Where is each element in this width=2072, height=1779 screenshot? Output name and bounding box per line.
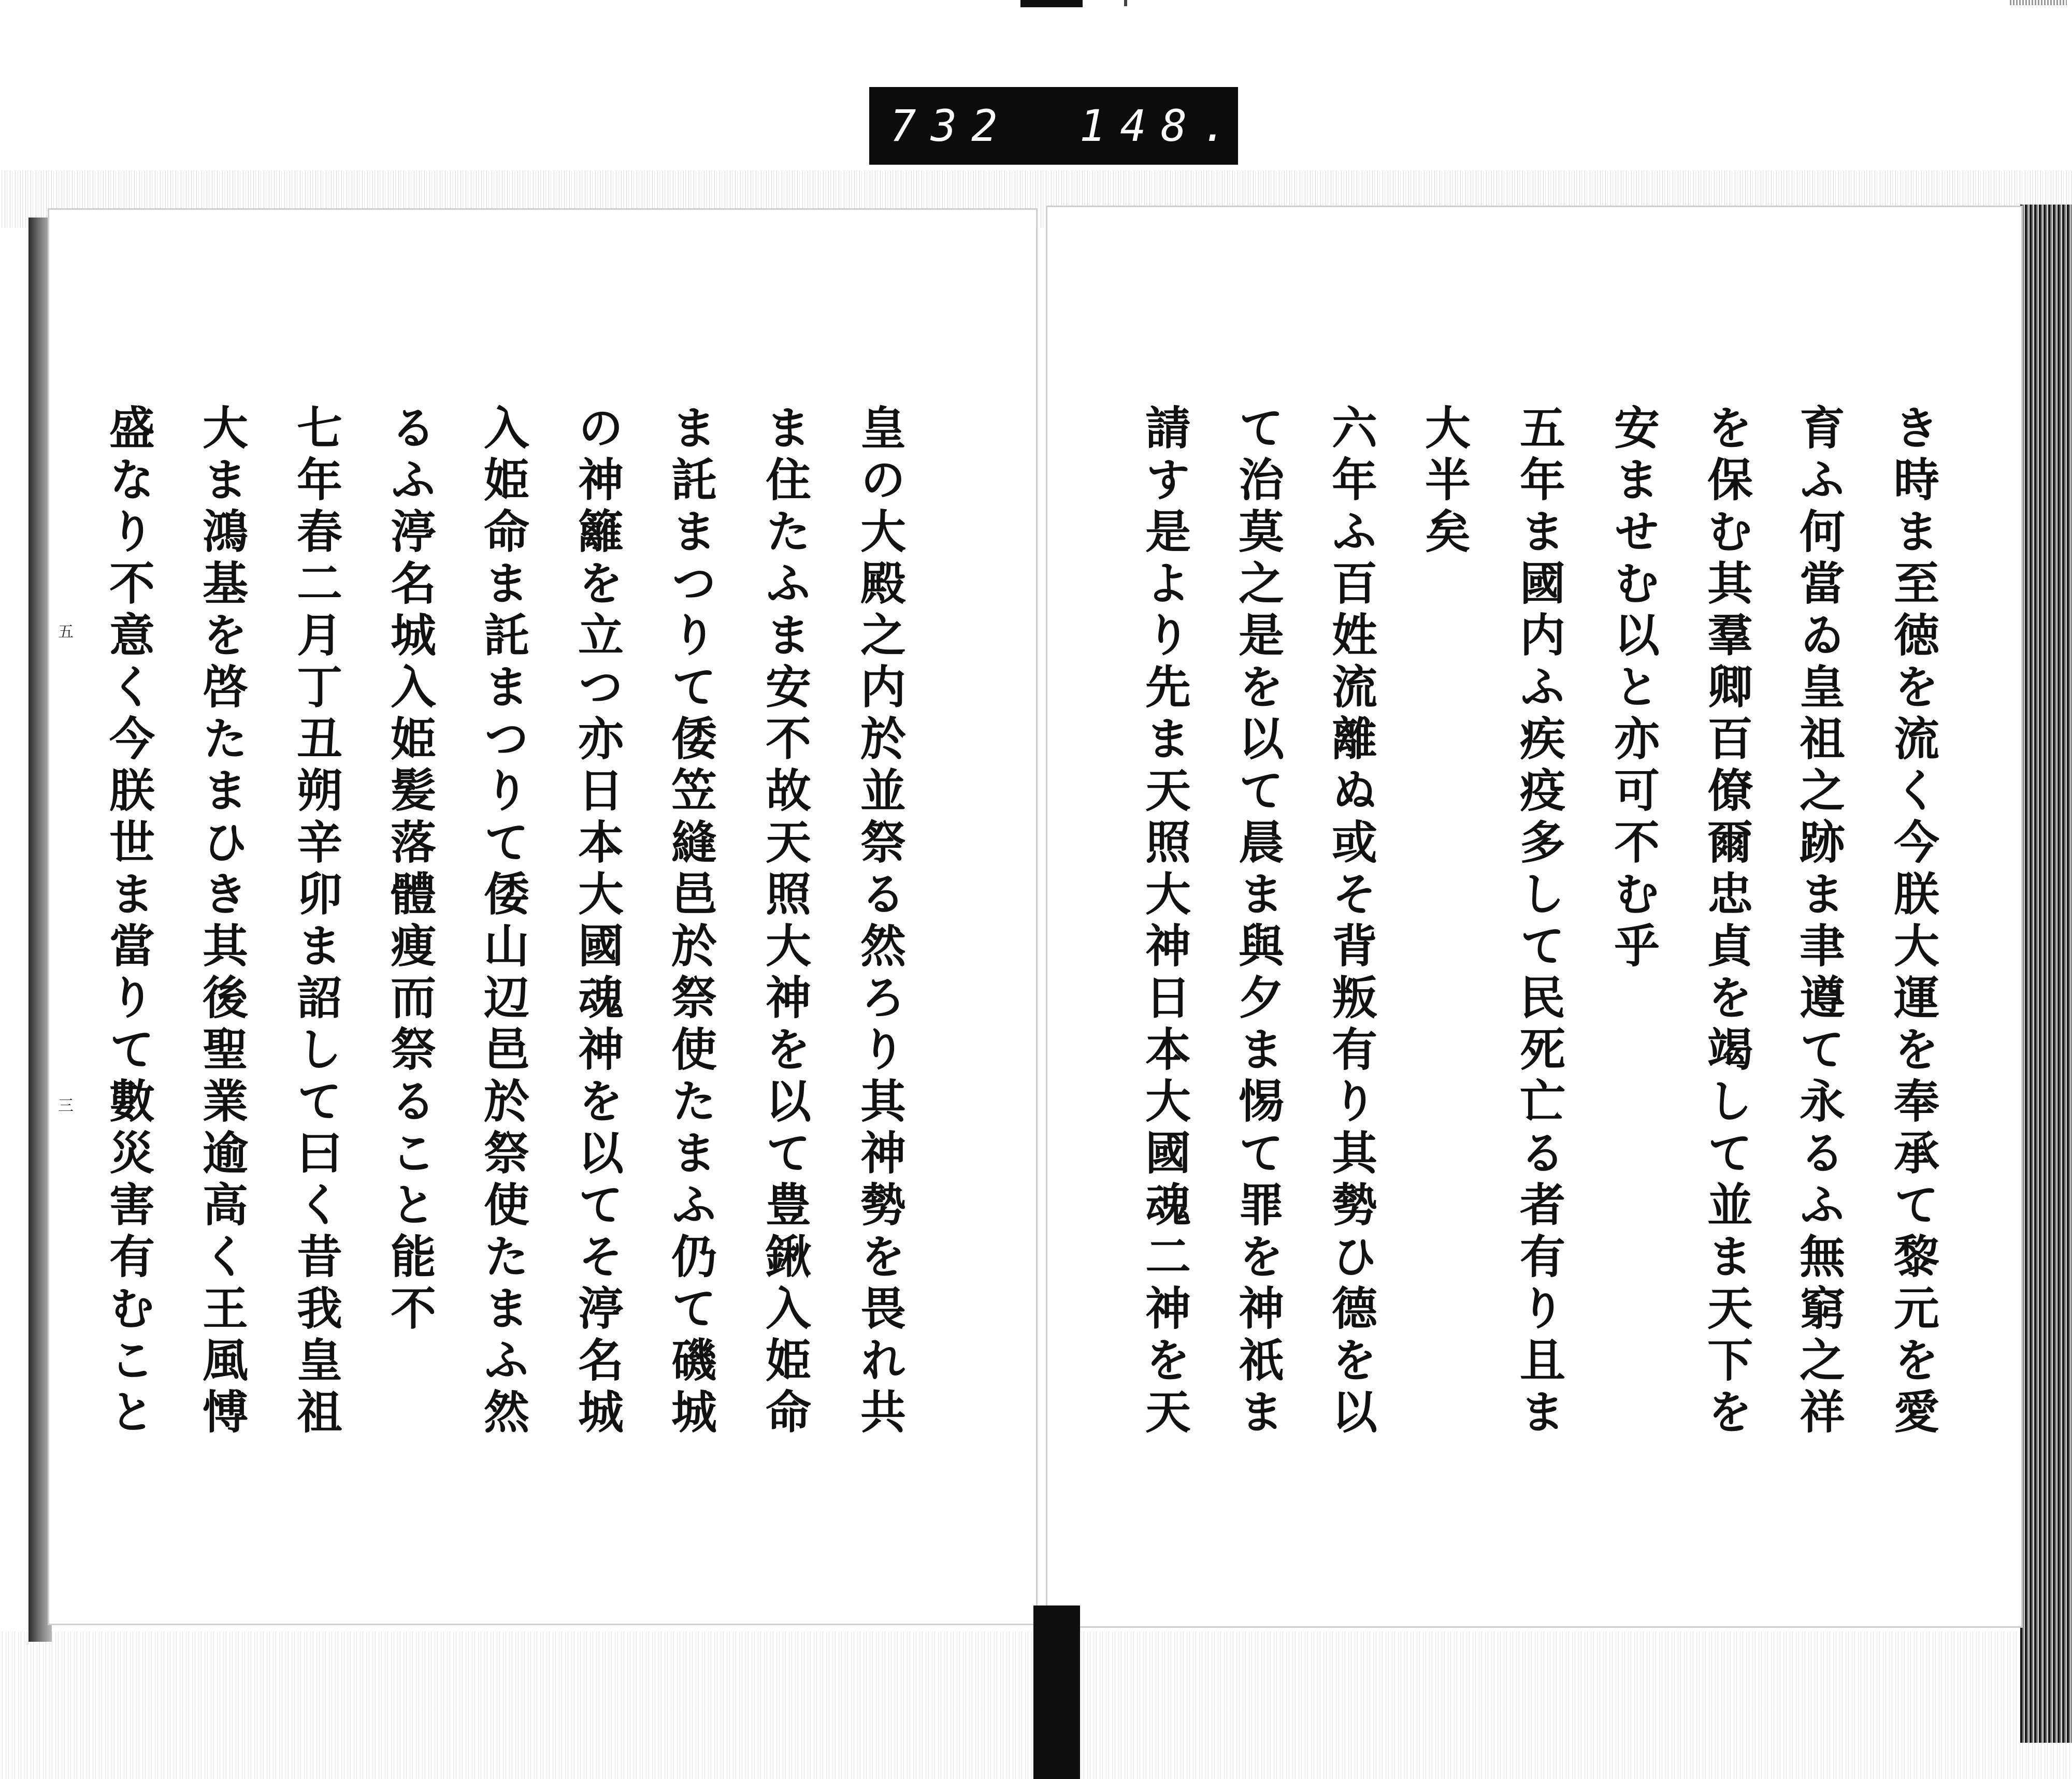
film-top-tick xyxy=(1124,0,1127,6)
right-page-column-7: 六年ふ百姓流離ぬ或そ背叛有り其勢ひ德を以 xyxy=(1325,404,1378,1440)
left-page-column-3: ま託まつりて倭笠縫邑於祭使たまふ仍て磯城 xyxy=(664,404,718,1440)
film-corner-mark xyxy=(2010,0,2067,5)
frame-number-right: 148. xyxy=(1079,100,1243,151)
left-page-column-6: るふ渟名城入姫髪落體痩而祭ること能不 xyxy=(383,404,437,1336)
right-page-column-4: 安ませむ以と亦可不む乎 xyxy=(1607,404,1661,974)
right-page-column-3: を保む其羣卿百僚爾忠貞を竭して並ま天下を xyxy=(1700,404,1754,1440)
margin-mark-lower: 三 xyxy=(58,1097,74,1115)
right-page-column-9: 請す是より先ま天照大神日本大國魂二神を天 xyxy=(1138,404,1192,1440)
margin-mark-upper: 五 xyxy=(58,623,74,641)
right-page-column-6: 大半矣 xyxy=(1418,404,1472,559)
left-page-column-2: ま住たふま安不故天照大神を以て豊鍬入姫命 xyxy=(758,404,812,1440)
left-page-column-7: 七年春二月丁丑朔辛卯ま詔して曰く昔我皇祖 xyxy=(290,404,343,1440)
left-page-column-1: 皇の大殿之内於並祭る然ろり其神勢を畏れ共 xyxy=(853,404,907,1440)
right-page-column-8: て治莫之是を以て晨ま與夕ま惕て罪を神祇ま xyxy=(1231,404,1285,1440)
right-page-column-5: 五年ま國内ふ疾疫多して民死亡る者有り且ま xyxy=(1513,404,1566,1440)
film-top-mark xyxy=(1020,0,1083,7)
left-page-column-8: 大ま鴻基を啓たまひき其後聖業逾高く王風愽 xyxy=(195,404,249,1440)
right-book-edge xyxy=(2020,205,2072,1743)
frame-number-left: 732 xyxy=(890,100,1012,151)
book-gutter xyxy=(1033,1606,1080,1779)
left-page-column-5: 入姫命ま託まつりて倭山辺邑於祭使たまふ然 xyxy=(477,404,530,1440)
left-book-edge xyxy=(28,218,52,1642)
left-page-column-4: の神籬を立つ亦日本大國魂神を以てそ渟名城 xyxy=(571,404,625,1440)
left-page-column-9: 盛なり不意く今朕世ま當りて數災害有むこと xyxy=(102,404,156,1440)
right-page-column-2: 育ふ何當ゐ皇祖之跡ま聿遵て永るふ無窮之祥 xyxy=(1792,404,1846,1440)
right-page-column-1: き時ま至徳を流く今朕大運を奉承て黎元を愛 xyxy=(1887,404,1940,1440)
film-frame-label xyxy=(869,87,1243,165)
